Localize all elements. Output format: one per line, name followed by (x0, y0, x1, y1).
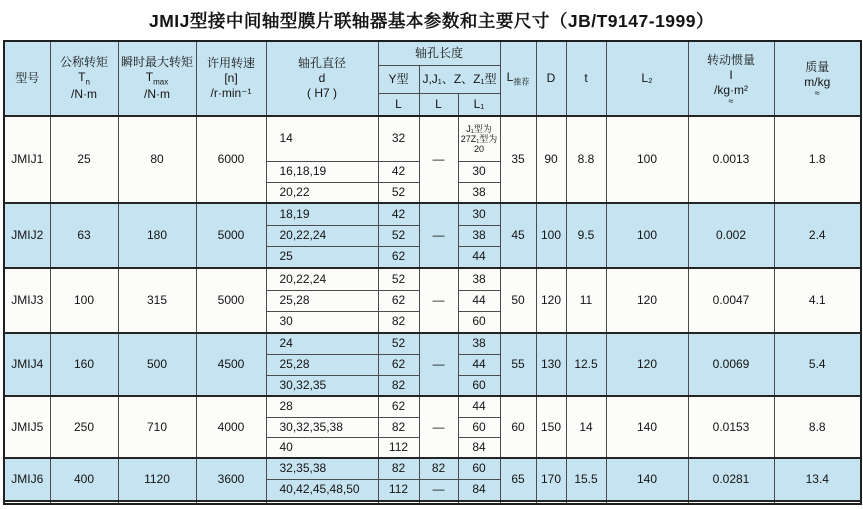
inertia-unit: /kg·m² (714, 82, 748, 97)
length-l1-cell: 38 (458, 333, 500, 354)
speed-cell: 5000 (196, 268, 266, 333)
header-nominal-torque (50, 41, 118, 116)
bore-cell: 25,28 (266, 354, 378, 375)
coupling-spec-table (3, 40, 862, 505)
header-L1: L₁ (458, 93, 500, 116)
header-y-type: Y型 (378, 65, 419, 93)
length-j-cell: — (419, 396, 458, 458)
empty-cell (50, 501, 118, 504)
length-j-cell: — (419, 203, 458, 268)
empty-cell (118, 501, 196, 504)
length-l1-cell: 60 (458, 417, 500, 437)
D-cell: 100 (536, 203, 566, 268)
t-cell: 14 (566, 396, 606, 458)
length-l1-cell: 84 (458, 479, 500, 501)
length-j-cell: — (419, 479, 458, 501)
tn-cell: 250 (50, 396, 118, 458)
length-l1-cell: 60 (458, 375, 500, 396)
header-speed (196, 41, 266, 116)
speed-cell: 5000 (196, 203, 266, 268)
max-torque-sym: T (145, 69, 154, 84)
length-y-cell: 32 (378, 116, 419, 161)
length-j-cell: — (419, 116, 458, 203)
empty-cell (419, 501, 458, 504)
bore-title: 轴孔直径 (297, 56, 346, 70)
mass-cell: 1.8 (774, 116, 861, 203)
model-group-jmij4 (4, 333, 861, 396)
lrec-cell: 35 (500, 116, 536, 203)
empty-cell (500, 501, 536, 504)
bore-cell: 30 (266, 311, 378, 333)
bore-symbol: d (318, 71, 326, 85)
L2-cell: 120 (606, 268, 688, 333)
model-group-jmij5 (4, 396, 861, 458)
D-cell: 130 (536, 333, 566, 396)
header-model-label: 型号 (15, 71, 40, 85)
length-l1-cell: 30 (458, 203, 500, 225)
bore-cell: 32,35,38 (266, 458, 378, 479)
bore-cell: 18,19 (266, 203, 378, 225)
L2-cell: 140 (606, 396, 688, 458)
length-y-cell: 42 (378, 161, 419, 182)
nominal-torque-unit: /N·m (71, 87, 97, 102)
length-y-cell: 62 (378, 396, 419, 417)
bore-cell: 40,42,45,48,50 (266, 479, 378, 501)
L2-cell: 120 (606, 333, 688, 396)
nominal-torque-symbol (53, 70, 116, 87)
partial-next-row (4, 501, 861, 504)
header-jz-type: J,J₁、Z、Z₁型 (419, 65, 500, 93)
lrec-cell: 60 (500, 396, 536, 458)
header-inertia (688, 41, 774, 116)
table-header (4, 41, 861, 116)
length-y-cell: 52 (378, 225, 419, 246)
empty-cell (774, 501, 861, 504)
bore-cell: 20,22,24 (266, 225, 378, 246)
length-j-cell: 82 (419, 458, 458, 479)
header-model (4, 41, 50, 116)
empty-cell (536, 501, 566, 504)
model-group-jmij1 (4, 116, 861, 203)
bore-cell: 28 (266, 396, 378, 417)
mass-title: 质量 (805, 60, 830, 74)
bore-cell: 25,28 (266, 290, 378, 311)
length-y-cell: 82 (378, 311, 419, 333)
length-l1-cell: 38 (458, 182, 500, 203)
model-cell: JMIJ3 (4, 268, 50, 333)
max-torque-unit: /N·m (144, 87, 170, 102)
model-group-jmij2 (4, 203, 861, 268)
mass-cell: 4.1 (774, 268, 861, 333)
lrec-cell: 55 (500, 333, 536, 396)
tn-cell: 63 (50, 203, 118, 268)
bore-cell: 30,32,35 (266, 375, 378, 396)
speed-cell: 6000 (196, 116, 266, 203)
mass-cell: 2.4 (774, 203, 861, 268)
tn-cell: 25 (50, 116, 118, 203)
bore-cell: 20,22,24 (266, 268, 378, 290)
empty-cell (688, 501, 774, 504)
length-l1-cell: 44 (458, 246, 500, 268)
speed-cell: 4500 (196, 333, 266, 396)
mass-unit: m/kg (804, 75, 831, 89)
header-max-torque (118, 41, 196, 116)
torque-sym: T (78, 69, 86, 84)
header-L2: L₂ (606, 41, 688, 116)
empty-cell (266, 501, 378, 504)
speed-title: 许用转速 (206, 56, 255, 70)
model-group-jmij6 (4, 458, 861, 501)
speed-cell: 3600 (196, 458, 266, 501)
bore-cell: 30,32,35,38 (266, 417, 378, 437)
bore-cell: 25 (266, 246, 378, 268)
t-cell: 9.5 (566, 203, 606, 268)
length-y-cell: 52 (378, 268, 419, 290)
inertia-cell: 0.002 (688, 203, 774, 268)
length-l1-cell: 84 (458, 437, 500, 458)
bore-cell: 40 (266, 437, 378, 458)
model-cell: JMIJ6 (4, 458, 50, 501)
length-y-cell: 52 (378, 182, 419, 203)
L2-cell: 100 (606, 203, 688, 268)
empty-cell (458, 501, 500, 504)
length-l1-cell: 44 (458, 290, 500, 311)
bore-cell: 24 (266, 333, 378, 354)
inertia-cell: 0.0281 (688, 458, 774, 501)
inertia-symbol: I (729, 67, 733, 82)
length-y-cell: 62 (378, 290, 419, 311)
inertia-title: 转动惯量 (706, 52, 755, 67)
inertia-cell: 0.0013 (688, 116, 774, 203)
model-cell: JMIJ4 (4, 333, 50, 396)
header-L-y: L (378, 93, 419, 116)
tmax-cell: 1120 (118, 458, 196, 501)
model-cell: JMIJ2 (4, 203, 50, 268)
torque-sub: n (85, 77, 90, 87)
bore-cell: 20,22 (266, 182, 378, 203)
D-cell: 150 (536, 396, 566, 458)
inertia-cell: 0.0153 (688, 396, 774, 458)
mass-approx: ≈ (814, 88, 820, 98)
inertia-approx: ≈ (728, 95, 734, 106)
D-cell: 90 (536, 116, 566, 203)
model-group-jmij3 (4, 268, 861, 333)
length-l1-cell: 60 (458, 458, 500, 479)
l-rec-sym: L (506, 69, 514, 84)
length-l1-cell: 30 (458, 161, 500, 182)
page-title: JMIJ型接中间轴型膜片联轴器基本参数和主要尺寸（JB/T9147-1999） (148, 10, 714, 31)
length-y-cell: 42 (378, 203, 419, 225)
t-cell: 15.5 (566, 458, 606, 501)
empty-cell (566, 501, 606, 504)
length-j-cell: — (419, 268, 458, 333)
length-y-cell: 52 (378, 333, 419, 354)
tn-cell: 400 (50, 458, 118, 501)
model-cell: JMIJ5 (4, 396, 50, 458)
mass-cell: 8.8 (774, 396, 861, 458)
length-y-cell: 82 (378, 417, 419, 437)
length-y-cell: 82 (378, 458, 419, 479)
header-bore-diameter (266, 41, 378, 116)
mass-cell: 13.4 (774, 458, 861, 501)
header-L-j: L (419, 93, 458, 116)
inertia-cell: 0.0069 (688, 333, 774, 396)
lrec-cell: 65 (500, 458, 536, 501)
length-l1-cell: J₁型为27Z₁型为20 (458, 116, 500, 161)
tn-cell: 160 (50, 333, 118, 396)
empty-cell (4, 501, 50, 504)
lrec-cell: 50 (500, 268, 536, 333)
length-j-cell: — (419, 333, 458, 396)
bore-unit: ( H7 ) (307, 86, 337, 100)
D-cell: 170 (536, 458, 566, 501)
tmax-cell: 180 (118, 203, 196, 268)
max-torque-title: 瞬时最大转矩 (120, 54, 193, 69)
header-l-recommended (500, 41, 536, 116)
speed-cell: 4000 (196, 396, 266, 458)
bore-cell: 16,18,19 (266, 161, 378, 182)
mass-cell: 5.4 (774, 333, 861, 396)
lrec-cell: 45 (500, 203, 536, 268)
D-cell: 120 (536, 268, 566, 333)
length-l1-cell: 44 (458, 396, 500, 417)
length-y-cell: 82 (378, 375, 419, 396)
tn-cell: 100 (50, 268, 118, 333)
length-y-cell: 112 (378, 479, 419, 501)
L2-cell: 140 (606, 458, 688, 501)
max-torque-symbol (121, 70, 194, 87)
length-y-cell: 112 (378, 437, 419, 458)
tmax-cell: 80 (118, 116, 196, 203)
empty-cell (196, 501, 266, 504)
header-D: D (536, 41, 566, 116)
length-l1-cell: 38 (458, 225, 500, 246)
length-l1-cell: 44 (458, 354, 500, 375)
inertia-cell: 0.0047 (688, 268, 774, 333)
speed-unit: /r·min⁻¹ (210, 86, 252, 100)
length-y-cell: 62 (378, 354, 419, 375)
model-cell: JMIJ1 (4, 116, 50, 203)
header-mass (774, 41, 861, 116)
nominal-torque-title: 公称转矩 (59, 54, 108, 69)
header-t: t (566, 41, 606, 116)
empty-cell (606, 501, 688, 504)
l-rec-sub: 推荐 (513, 77, 530, 87)
length-l1-cell: 60 (458, 311, 500, 333)
t-cell: 12.5 (566, 333, 606, 396)
speed-symbol: [n] (224, 71, 238, 85)
max-torque-sub: max (153, 77, 169, 87)
empty-cell (378, 501, 419, 504)
tmax-cell: 500 (118, 333, 196, 396)
header-bore-length: 轴孔长度 (378, 41, 500, 65)
length-l1-cell: 38 (458, 268, 500, 290)
L2-cell: 100 (606, 116, 688, 203)
bore-cell: 14 (266, 116, 378, 161)
length-y-cell: 62 (378, 246, 419, 268)
t-cell: 8.8 (566, 116, 606, 203)
tmax-cell: 315 (118, 268, 196, 333)
t-cell: 11 (566, 268, 606, 333)
tmax-cell: 710 (118, 396, 196, 458)
